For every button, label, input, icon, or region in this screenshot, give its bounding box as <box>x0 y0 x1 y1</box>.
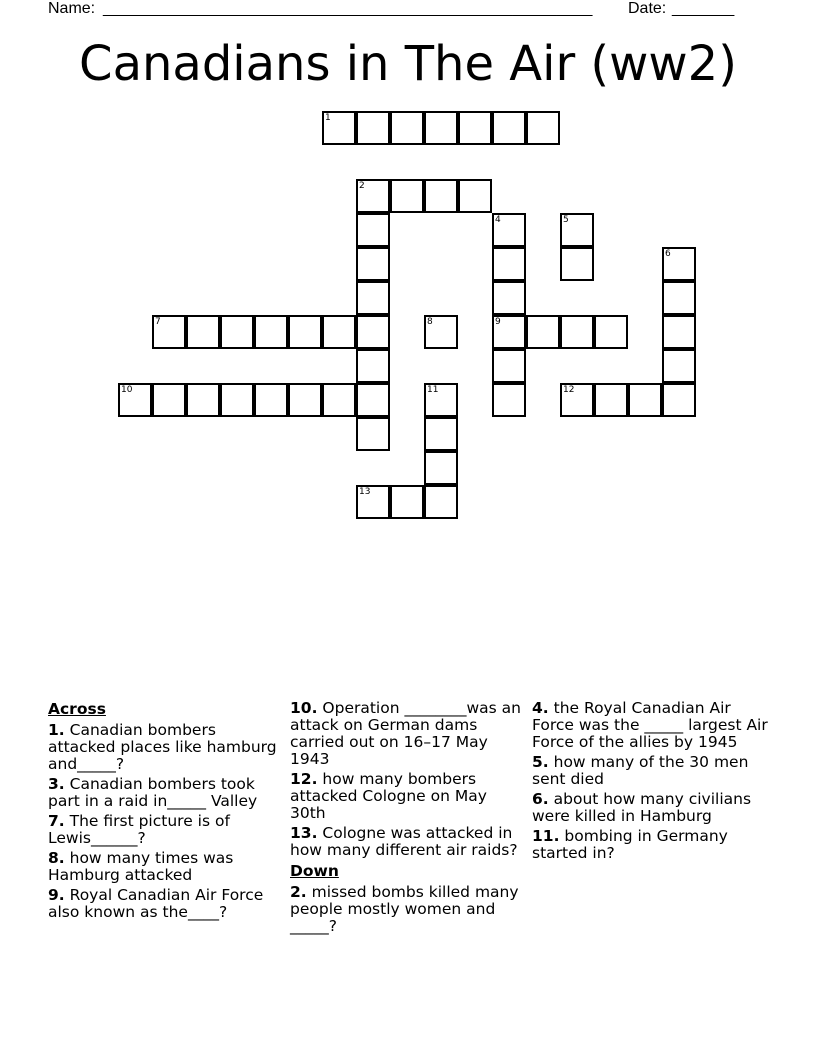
grid-cell[interactable] <box>662 247 696 281</box>
clue-number: 1. <box>48 721 65 739</box>
clue-text: how many of the 30 men sent died <box>532 753 749 788</box>
grid-cell[interactable] <box>424 383 458 417</box>
down-clue-4 <box>532 700 768 751</box>
clue-number: 9. <box>48 886 65 904</box>
grid-cell[interactable] <box>424 451 458 485</box>
clue-number: 6. <box>532 790 549 808</box>
grid-cell[interactable] <box>152 383 186 417</box>
clue-text: bombing in Germany started in? <box>532 827 728 862</box>
grid-cell[interactable] <box>458 179 492 213</box>
down-heading: Down <box>290 862 339 880</box>
grid-cell-number: 6 <box>665 249 671 259</box>
clue-number: 8. <box>48 849 65 867</box>
grid-cell[interactable] <box>662 383 696 417</box>
grid-cell[interactable] <box>356 213 390 247</box>
grid-cell[interactable] <box>492 315 526 349</box>
clue-text: how many times was Hamburg attacked <box>48 849 234 884</box>
grid-cell[interactable] <box>390 111 424 145</box>
grid-cell[interactable] <box>322 111 356 145</box>
across-clue-8 <box>48 850 284 884</box>
grid-cell[interactable] <box>356 315 390 349</box>
grid-cell[interactable] <box>254 315 288 349</box>
clue-text: Operation ________was an attack on German dams carried out on 16–17 May 1943 <box>290 699 521 768</box>
grid-cell[interactable] <box>152 315 186 349</box>
clue-text: Canadian bombers took part in a raid in_____ Valley <box>48 775 258 810</box>
grid-cell[interactable] <box>356 349 390 383</box>
clue-text: about how many civilians were killed in Hamburg <box>532 790 752 825</box>
grid-cell[interactable] <box>492 213 526 247</box>
grid-cell-number: 10 <box>121 385 133 395</box>
grid-cell[interactable] <box>458 111 492 145</box>
date-label: Date: <box>628 0 667 17</box>
clue-text: Royal Canadian Air Force also known as the____? <box>48 886 264 921</box>
clue-number: 5. <box>532 753 549 771</box>
name-label: Name: <box>48 0 96 17</box>
clue-number: 11. <box>532 827 560 845</box>
grid-cell[interactable] <box>186 383 220 417</box>
clue-number: 13. <box>290 824 318 842</box>
clue-text: missed bombs killed many people mostly women and _____? <box>290 883 519 935</box>
grid-cell[interactable] <box>356 485 390 519</box>
page-title: Canadians in The Air (ww2) <box>79 36 737 92</box>
grid-cell[interactable] <box>322 315 356 349</box>
grid-cell-number: 13 <box>359 487 371 497</box>
clues-column-2 <box>290 700 526 938</box>
down-clue-2 <box>290 884 526 935</box>
grid-cell[interactable] <box>492 281 526 315</box>
grid-cell[interactable] <box>526 315 560 349</box>
grid-cell[interactable] <box>628 383 662 417</box>
grid-cell[interactable] <box>526 111 560 145</box>
across-clue-13 <box>290 825 526 859</box>
across-clue-9 <box>48 887 284 921</box>
grid-cell[interactable] <box>594 315 628 349</box>
grid-cell[interactable] <box>356 247 390 281</box>
across-clue-10 <box>290 700 526 768</box>
grid-cell[interactable] <box>356 281 390 315</box>
grid-cell[interactable] <box>356 179 390 213</box>
grid-cell-number: 5 <box>563 215 569 225</box>
across-clue-12 <box>290 771 526 822</box>
grid-cell-number: 12 <box>563 385 575 395</box>
grid-cell[interactable] <box>220 315 254 349</box>
grid-cell[interactable] <box>424 179 458 213</box>
grid-cell[interactable] <box>186 315 220 349</box>
grid-cell[interactable] <box>288 315 322 349</box>
grid-cell[interactable] <box>424 485 458 519</box>
grid-cell[interactable] <box>662 349 696 383</box>
grid-cell[interactable] <box>356 383 390 417</box>
grid-cell-number: 1 <box>325 113 331 123</box>
clue-number: 7. <box>48 812 65 830</box>
grid-cell[interactable] <box>492 111 526 145</box>
grid-cell-number: 9 <box>495 317 501 327</box>
grid-cell[interactable] <box>220 383 254 417</box>
grid-cell[interactable] <box>492 383 526 417</box>
grid-cell[interactable] <box>560 213 594 247</box>
clue-number: 3. <box>48 775 65 793</box>
grid-cell[interactable] <box>118 383 152 417</box>
grid-cell[interactable] <box>390 179 424 213</box>
grid-cell[interactable] <box>662 281 696 315</box>
grid-cell[interactable] <box>254 383 288 417</box>
clue-text: Cologne was attacked in how many different air raids? <box>290 824 518 859</box>
grid-cell-number: 8 <box>427 317 433 327</box>
clue-text: the Royal Canadian Air Force was the _____ largest Air Force of the allies by 1945 <box>532 699 768 751</box>
clue-text: how many bombers attacked Cologne on May 30th <box>290 770 487 822</box>
grid-cell[interactable] <box>322 383 356 417</box>
grid-cell[interactable] <box>288 383 322 417</box>
clue-number: 4. <box>532 699 549 717</box>
date-blank[interactable]: _______ <box>672 0 735 17</box>
grid-cell[interactable] <box>492 247 526 281</box>
grid-cell[interactable] <box>424 111 458 145</box>
grid-cell[interactable] <box>560 383 594 417</box>
across-clue-7 <box>48 813 284 847</box>
clue-text: Canadian bombers attacked places like hamburg and_____? <box>48 721 277 773</box>
grid-cell[interactable] <box>356 111 390 145</box>
clues-column-3 <box>532 700 768 865</box>
grid-cell-number: 11 <box>427 385 439 395</box>
grid-cell-number: 4 <box>495 215 501 225</box>
across-heading: Across <box>48 700 106 718</box>
down-clue-5 <box>532 754 768 788</box>
clue-number: 2. <box>290 883 307 901</box>
grid-cell[interactable] <box>662 315 696 349</box>
clue-text: The first picture is of Lewis______? <box>48 812 230 847</box>
clue-number: 10. <box>290 699 318 717</box>
down-clue-6 <box>532 791 768 825</box>
down-clue-11 <box>532 828 768 862</box>
clues-column-1 <box>48 700 284 924</box>
across-clue-1 <box>48 722 284 773</box>
grid-cell-number: 7 <box>155 317 161 327</box>
clue-number: 12. <box>290 770 318 788</box>
grid-cell-number: 2 <box>359 181 365 191</box>
across-clue-3 <box>48 776 284 810</box>
name-blank[interactable]: _______________________________________________________ <box>103 0 593 17</box>
grid-cell[interactable] <box>560 247 594 281</box>
grid-cell[interactable] <box>560 315 594 349</box>
grid-cell[interactable] <box>424 417 458 451</box>
grid-cell[interactable] <box>594 383 628 417</box>
grid-cell[interactable] <box>390 485 424 519</box>
grid-cell[interactable] <box>424 315 458 349</box>
grid-cell[interactable] <box>356 417 390 451</box>
grid-cell[interactable] <box>492 349 526 383</box>
